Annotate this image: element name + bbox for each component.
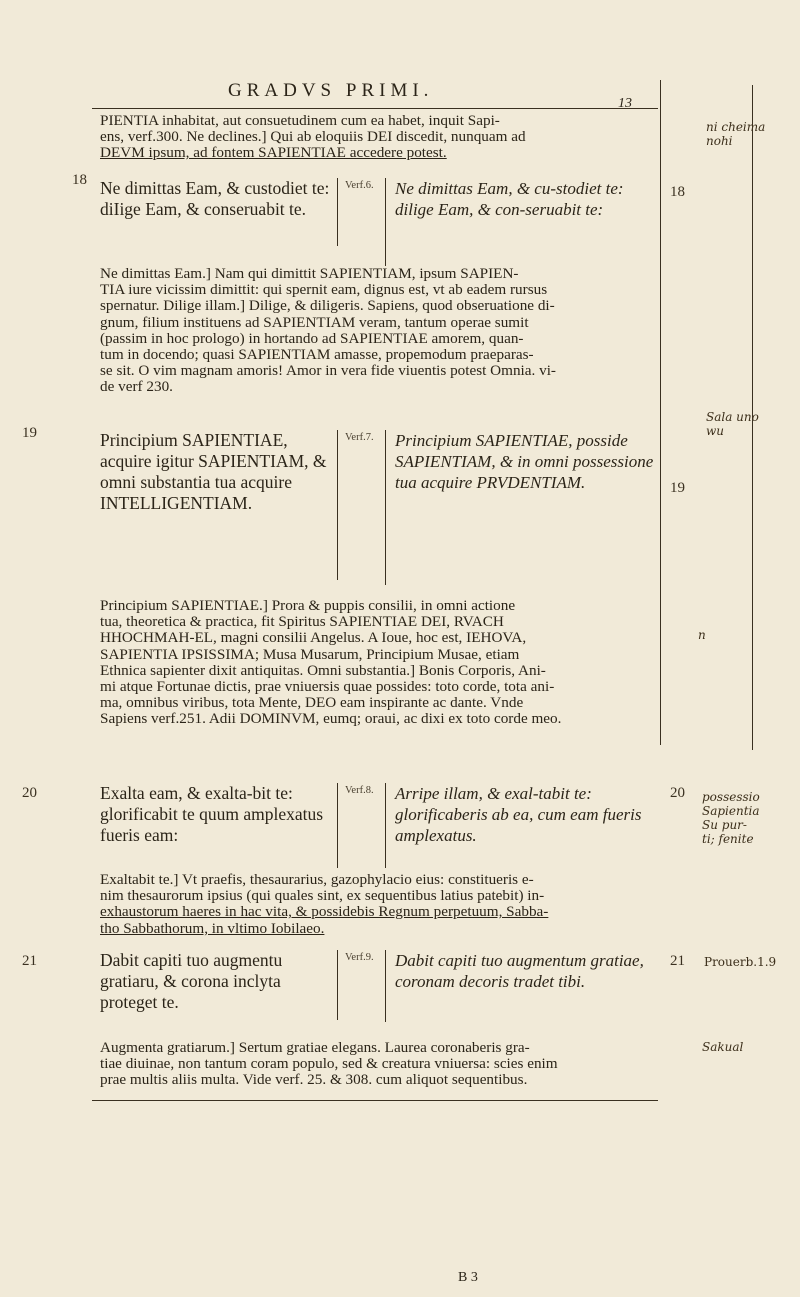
verse-number: 20 — [22, 785, 37, 801]
latin-verse: Ne dimittas Eam, & custodiet te: diIige Eam, & conseruabit te. — [100, 178, 330, 219]
verse-reference: Verf.9. — [345, 952, 374, 963]
running-title: GRADVS PRIMI. — [228, 80, 434, 101]
margin-note: ni cheima nohi — [706, 120, 766, 148]
latin-verse: Principium SAPIENTIAE, acquire igitur SAPIENTIAM, & omni substantia tua acquire INTELLIGENTIAM. — [100, 430, 327, 513]
margin-note: Prouerb.1.9 — [704, 955, 777, 969]
text-line: Ethnica sapienter dixit antiquitas. Omni substantia.] Bonis Corporis, Ani- — [100, 661, 546, 679]
latin-verse: Dabit capiti tuo augmentu gratiaru, & corona inclyta proteget te. — [100, 950, 283, 1012]
italic-verse: Dabit capiti tuo augmentum gratiae, coronam decoris tradet tibi. — [395, 951, 644, 991]
text-line: gnum, filium instituens ad SAPIENTIAM veram, tantum operae sumit — [100, 313, 529, 331]
italic-verse: Principium SAPIENTIAE, possidе SAPIENTIAM, & in omni possessione tua acquire PRVDENTIAM. — [395, 431, 654, 492]
verse-number-right: 18 — [670, 184, 685, 200]
verse-number-right: 20 — [670, 785, 685, 801]
text-line: Exaltabit te.] Vt praefis, thesaurarius, gazophylacio eius: constitueris e- — [100, 871, 534, 888]
italic-verse: Arripe illam, & exal-tabit te: glorificaberis ab ea, cum eam fueris amplexatus. — [395, 784, 642, 845]
text-line: Ne dimittas Eam.] Nam qui dimittit SAPIENTIAM, ipsum SAPIEN- — [100, 265, 519, 282]
verse-number-right: 21 — [670, 953, 685, 969]
commentary — [100, 598, 656, 728]
text-line: ma, omnibus viribus, tota Mente, DEO eam inspirante ac dante. Vnde — [100, 694, 524, 712]
text-line: Sapiens verf.251. Adii DOMINVM, eumq; oraui, ac dixi ex toto corde meo. — [100, 710, 562, 728]
verse-reference: Verf.8. — [345, 785, 374, 796]
column-separator — [385, 430, 386, 585]
text-line: ens, verf.300. Ne declines.] Qui ab eloquiis DEI discedit, nunquam ad — [100, 128, 526, 146]
page-number: 13 — [618, 96, 632, 111]
text-line: tiae diuinae, non tantum coram populo, sed & creatura vniuersa: scies enim — [100, 1055, 558, 1073]
text-line: se sit. O vim magnam amoris! Amor in vera fide viuentis potest Omnia. vi- — [100, 362, 556, 380]
text-line: tua, theoretica & practica, fit Spiritus SAPIENTIAE DEI, RVACH — [100, 613, 504, 631]
text-line: TIA iure vicissim dimittit: qui spernit eam, dignus est, vt ab eadem rursus — [100, 281, 548, 299]
column-separator — [337, 430, 338, 580]
text-line: HHOCHMAH-EL, magni consilii Angelus. A Ioue, hoc est, IEHOVA, — [100, 629, 527, 647]
commentary — [100, 266, 656, 396]
text-line: Augmenta gratiarum.] Sertum gratiae elegans. Laurea coronaberis gra- — [100, 1039, 530, 1056]
margin-note: Sala uno wu — [706, 410, 759, 438]
italic-verse: Ne dimittas Eam, & cu-stodiet te: dilige Eam, & con-seruabit te: — [395, 179, 624, 219]
column-separator — [337, 178, 338, 246]
margin-note: n — [698, 628, 706, 642]
verse-reference: Verf.6. — [345, 180, 374, 191]
signature-mark: B 3 — [458, 1270, 478, 1285]
text-line: PIENTIA inhabitat, aut consuetudinem cum ea habet, inquit Sapi- — [100, 112, 500, 129]
column-separator — [385, 178, 386, 266]
text-line: prae multis aliis multa. Vide verf. 25. & 308. cum aliquot sequentibus. — [100, 1071, 528, 1089]
margin-note: possessio Sapientia Su pur- ti; fenite — [702, 790, 760, 846]
text-line: exhaustorum haeres in hac vita, & possidebis Regnum perpetuum, Sabba- — [100, 903, 549, 921]
commentary — [100, 872, 656, 937]
margin-note: Sakual — [702, 1040, 744, 1054]
text-line: DEVM ipsum, ad fontem SAPIENTIAE accedere potest. — [100, 144, 447, 162]
text-line: tho Sabbathorum, in vltimo Iobilaeo. — [100, 919, 325, 937]
text-line: SAPIENTIA IPSISSIMA; Musa Musarum, Principium Musae, etiam — [100, 645, 520, 663]
text-line: (passim in hoc prologo) in hortando ad SAPIENTIAE amorem, quan- — [100, 329, 524, 347]
text-line: mi atque Fortunae dictis, prae vniuersis quae possides: toto corde, tota ani- — [100, 678, 555, 696]
verse-reference: Verf.7. — [345, 432, 374, 443]
column-separator — [337, 950, 338, 1020]
latin-verse: Exalta eam, & exalta-bit te: glorificabit te quum amplexatus fueris eam: — [100, 783, 324, 845]
verse-number-right: 19 — [670, 480, 685, 496]
text-line: tum in docendo; quasi SAPIENTIAM amasse, propemodum praeparas- — [100, 346, 534, 364]
column-separator — [385, 950, 386, 1022]
text-line: Principium SAPIENTIAE.] Prora & puppis consilii, in omni actione — [100, 597, 516, 614]
verse-number: 19 — [22, 425, 37, 441]
text-line: nim thesaurorum ipsius (qui quales sint, ex sequentibus latius patebit) in- — [100, 887, 545, 905]
commentary — [100, 1040, 656, 1089]
header-rule — [92, 108, 658, 109]
footer-rule — [92, 1100, 658, 1101]
intro-paragraph — [100, 113, 652, 162]
text-line: de verf 230. — [100, 378, 173, 396]
frame-rule — [660, 80, 661, 745]
column-separator — [385, 783, 386, 868]
column-separator — [337, 783, 338, 868]
verse-number: 21 — [22, 953, 37, 969]
verse-number: 18 — [72, 172, 87, 188]
text-line: spernatur. Dilige illam.] Dilige, & diligeris. Sapiens, quod obseruatione di- — [100, 297, 555, 315]
